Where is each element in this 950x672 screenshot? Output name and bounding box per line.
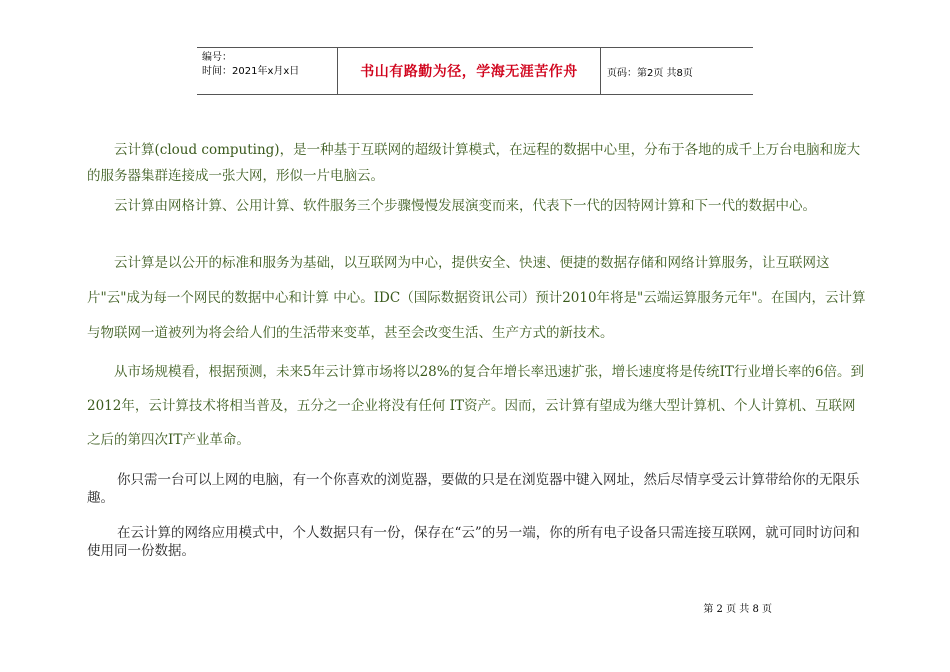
date-label: 时间：2021年x月x日 [202, 66, 300, 77]
paragraph-evolution: 云计算由网格计算、公用计算、软件服务三个步骤慢慢发展演变而来，代表下一代的因特网计算和下一代的数据中心。 [114, 198, 816, 214]
page-header [197, 47, 753, 95]
paragraph-foundation: 云计算是以公开的标准和服务为基础，以互联网为中心，提供安全、快速、便捷的数据存储和网络计算服务，让互联网这片"云"成为每一个网民的数据中心和计算 中心。IDC（国际数据资讯公司）预计2010年将是"云端运算服务元年"。在国内，云计算与物联网一道被列为将会给人们的生活带来变革，甚至会改变生活、生产方式的新技术。 [87, 255, 866, 341]
header-meta-cell [197, 48, 338, 94]
paragraph-definition: 云计算(cloud computing)，是一种基于互联网的超级计算模式，在远程的数据中心里，分布于各地的成千上万台电脑和庞大的服务器集群连接成一张大网，形似一片电脑云。 [87, 142, 861, 184]
paragraph-data-model: 在云计算的网络应用模式中，个人数据只有一份，保存在“云”的另一端，你的所有电子设备只需连接互联网，就可同时访问和使用同一份数据。 [87, 525, 860, 559]
footer-page-number: 第 2 页 共 8 页 [703, 604, 772, 615]
header-motto: 书山有路勤为径，学海无涯苦作舟 [338, 48, 601, 94]
paragraph-browser: 你只需一台可以上网的电脑，有一个你喜欢的浏览器，要做的只是在浏览器中键入网址，然后尽情享受云计算带给你的无限乐趣。 [87, 472, 860, 506]
header-page-label: 页码：第2页 共8页 [607, 67, 693, 79]
paragraph-market: 从市场规模看，根据预测，未来5年云计算市场将以28%的复合年增长率迅速扩张，增长速度将是传统IT行业增长率的6倍。到2012年，云计算技术将相当普及，五分之一企业将没有任何 IT资产。因而，云计算有望成为继大型计算机、个人计算机、互联网之后的第四次IT产业革命。 [87, 364, 865, 448]
serial-number-label: 编号： [202, 52, 232, 63]
